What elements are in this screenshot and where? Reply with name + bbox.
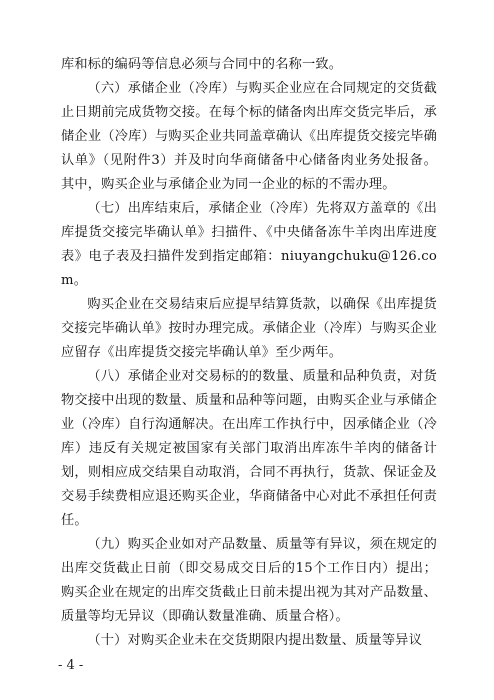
paragraph-8-responsibility: （八）承储企业对交易标的的数量、质量和品种负责，对货物交接中出现的数量、质量和品种等问题，由购买企业与承储企业（冷库）自行沟通解决。在出库工作执行中，因承储企业（冷库）违反有关规定被国家有关部门取消出库冻牛羊肉的储备计划，则相应成交结果自动取消，合同不再执行，货款、保证金及交易手续费相应退还购买企业，华商储备中心对此不承担任何责任。 [61, 369, 437, 528]
paragraph-6-delivery: （六）承储企业（冷库）与购买企业应在合同规定的交货截止日期前完成货物交接。在每个标的储备肉出库交货完毕后，承储企业（冷库）与购买企业共同盖章确认《出库提货交接完毕确认单》（见附件3）并及时向华商储备中心储备肉业务处报备。其中，购买企业与承储企业为同一企业的标的不需办理。 [61, 81, 437, 192]
paragraph-7-email: （七）出库结束后，承储企业（冷库）先将双方盖章的《出库提货交接完毕确认单》扫描件、《中央储备冻牛羊肉出库进度表》电子表及扫描件发到指定邮箱：niuyangchuku@126.com。 [61, 201, 437, 288]
paragraph-9-objection: （九）购买企业如对产品数量、质量等有异议，须在规定的出库交货截止日前（即交易成交日后的15个工作日内）提出；购买企业在规定的出库交货截止日前未提出视为其对产品数量、质量等均无异议（即确认数量准确、质量合格）。 [61, 537, 437, 624]
paragraph-continuation: 库和标的编码等信息必须与合同中的名称一致。 [61, 57, 343, 72]
paragraph-settlement: 购买企业在交易结束后应提早结算货款，以确保《出库提货交接完毕确认单》按时办理完成。承储企业（冷库）与购买企业应留存《出库提货交接完毕确认单》至少两年。 [61, 297, 437, 360]
document-body [61, 53, 437, 653]
paragraph-10-partial: （十）对购买企业未在交货期限内提出数量、质量等异议 [87, 633, 423, 648]
page-number: - 4 - [58, 658, 84, 673]
